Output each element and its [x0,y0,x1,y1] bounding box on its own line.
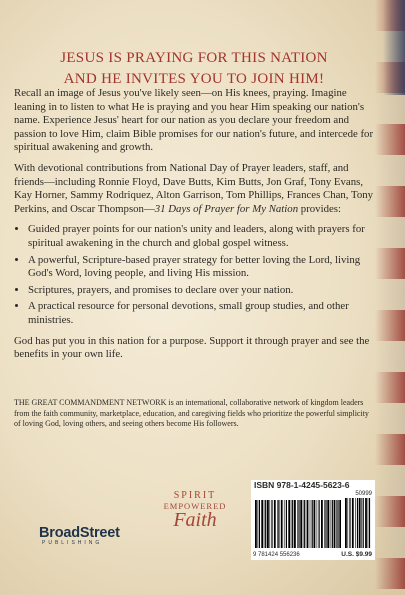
list-item: • Scriptures, prayers, and promises to declare over your nation. [28,284,374,298]
list-item: • A practical resource for personal devotions, small group studies, and other ministries. [28,300,374,327]
list-item: • Guided prayer points for our nation's unity and leaders, along with prayers for spiritual awakening in the church and global gospel witness. [28,223,374,250]
isbn-label: ISBN 978-1-4245-5623-6 [254,480,350,490]
barcode-addon: 50999 [355,491,372,497]
headline [14,48,374,90]
flag-background [375,0,405,595]
imprint-line-1: SPIRIT [173,490,217,501]
list-item: • A powerful, Scripture-based prayer strategy for better loving the Lord, living God's Word, loving people, and living His mission. [28,254,374,281]
imprint-line-2: EMPOWERED [163,501,227,511]
publisher-name: BroadStreet [39,525,120,541]
imprint-line-3: Faith [173,509,217,531]
headline-line-2: AND HE INVITES YOU TO JOIN HIM! [63,71,325,87]
contributors-paragraph [14,162,374,216]
publisher-sub: PUBLISHING [42,540,103,546]
closing-paragraph: God has put you in this nation for a purpose. Support it through prayer and see the benefits in your own life. [14,334,370,361]
book-title: 31 Days of Prayer for My Nation [154,202,299,215]
intro-paragraph: Recall an image of Jesus you've likely seen—on His knees, praying. Imagine leaning in to listen to what He is praying and you hear Him speaking our nation's name. Experience Jesus' heart for our nation as you declare your freedom and passion to love Him, claim Bible promises for our nation's future, and intercede for spiritual awakening and growth. [14,87,374,154]
headline-line-1: JESUS IS PRAYING FOR THIS NATION [60,50,328,66]
barcode [251,480,375,560]
benefits-list [14,223,374,327]
barcode-bars [255,500,341,548]
barcode-digits: 9 781424 556236 [253,552,300,558]
publisher-logo [39,525,120,546]
barcode-addon-bars [345,498,371,548]
imprint-logo [155,490,235,532]
contributors-text: With devotional contributions from National Day of Prayer leaders, staff, and friends—including Ronnie Floyd, Dave Butts, Kim Butts, Jon Graf, Tony Evans, Kay Horner, Sammy Rodriquez, Alton Garrison, Tom Phillips, Frances Chan, Tony Perkins, and Oscar Thompson— [14,161,374,215]
price-label: U.S. $9.99 [341,551,372,558]
description [14,87,374,369]
contributors-suffix: provides: [298,202,341,215]
gcn-paragraph: THE GREAT COMMANDMENT NETWORK is an international, collaborative network of kingdom leaders from the faith community, marketplace, education, and caregiving fields who prioritize the powerful simplicity of loving God, loving others, and seeing others become His followers. [14,398,369,428]
